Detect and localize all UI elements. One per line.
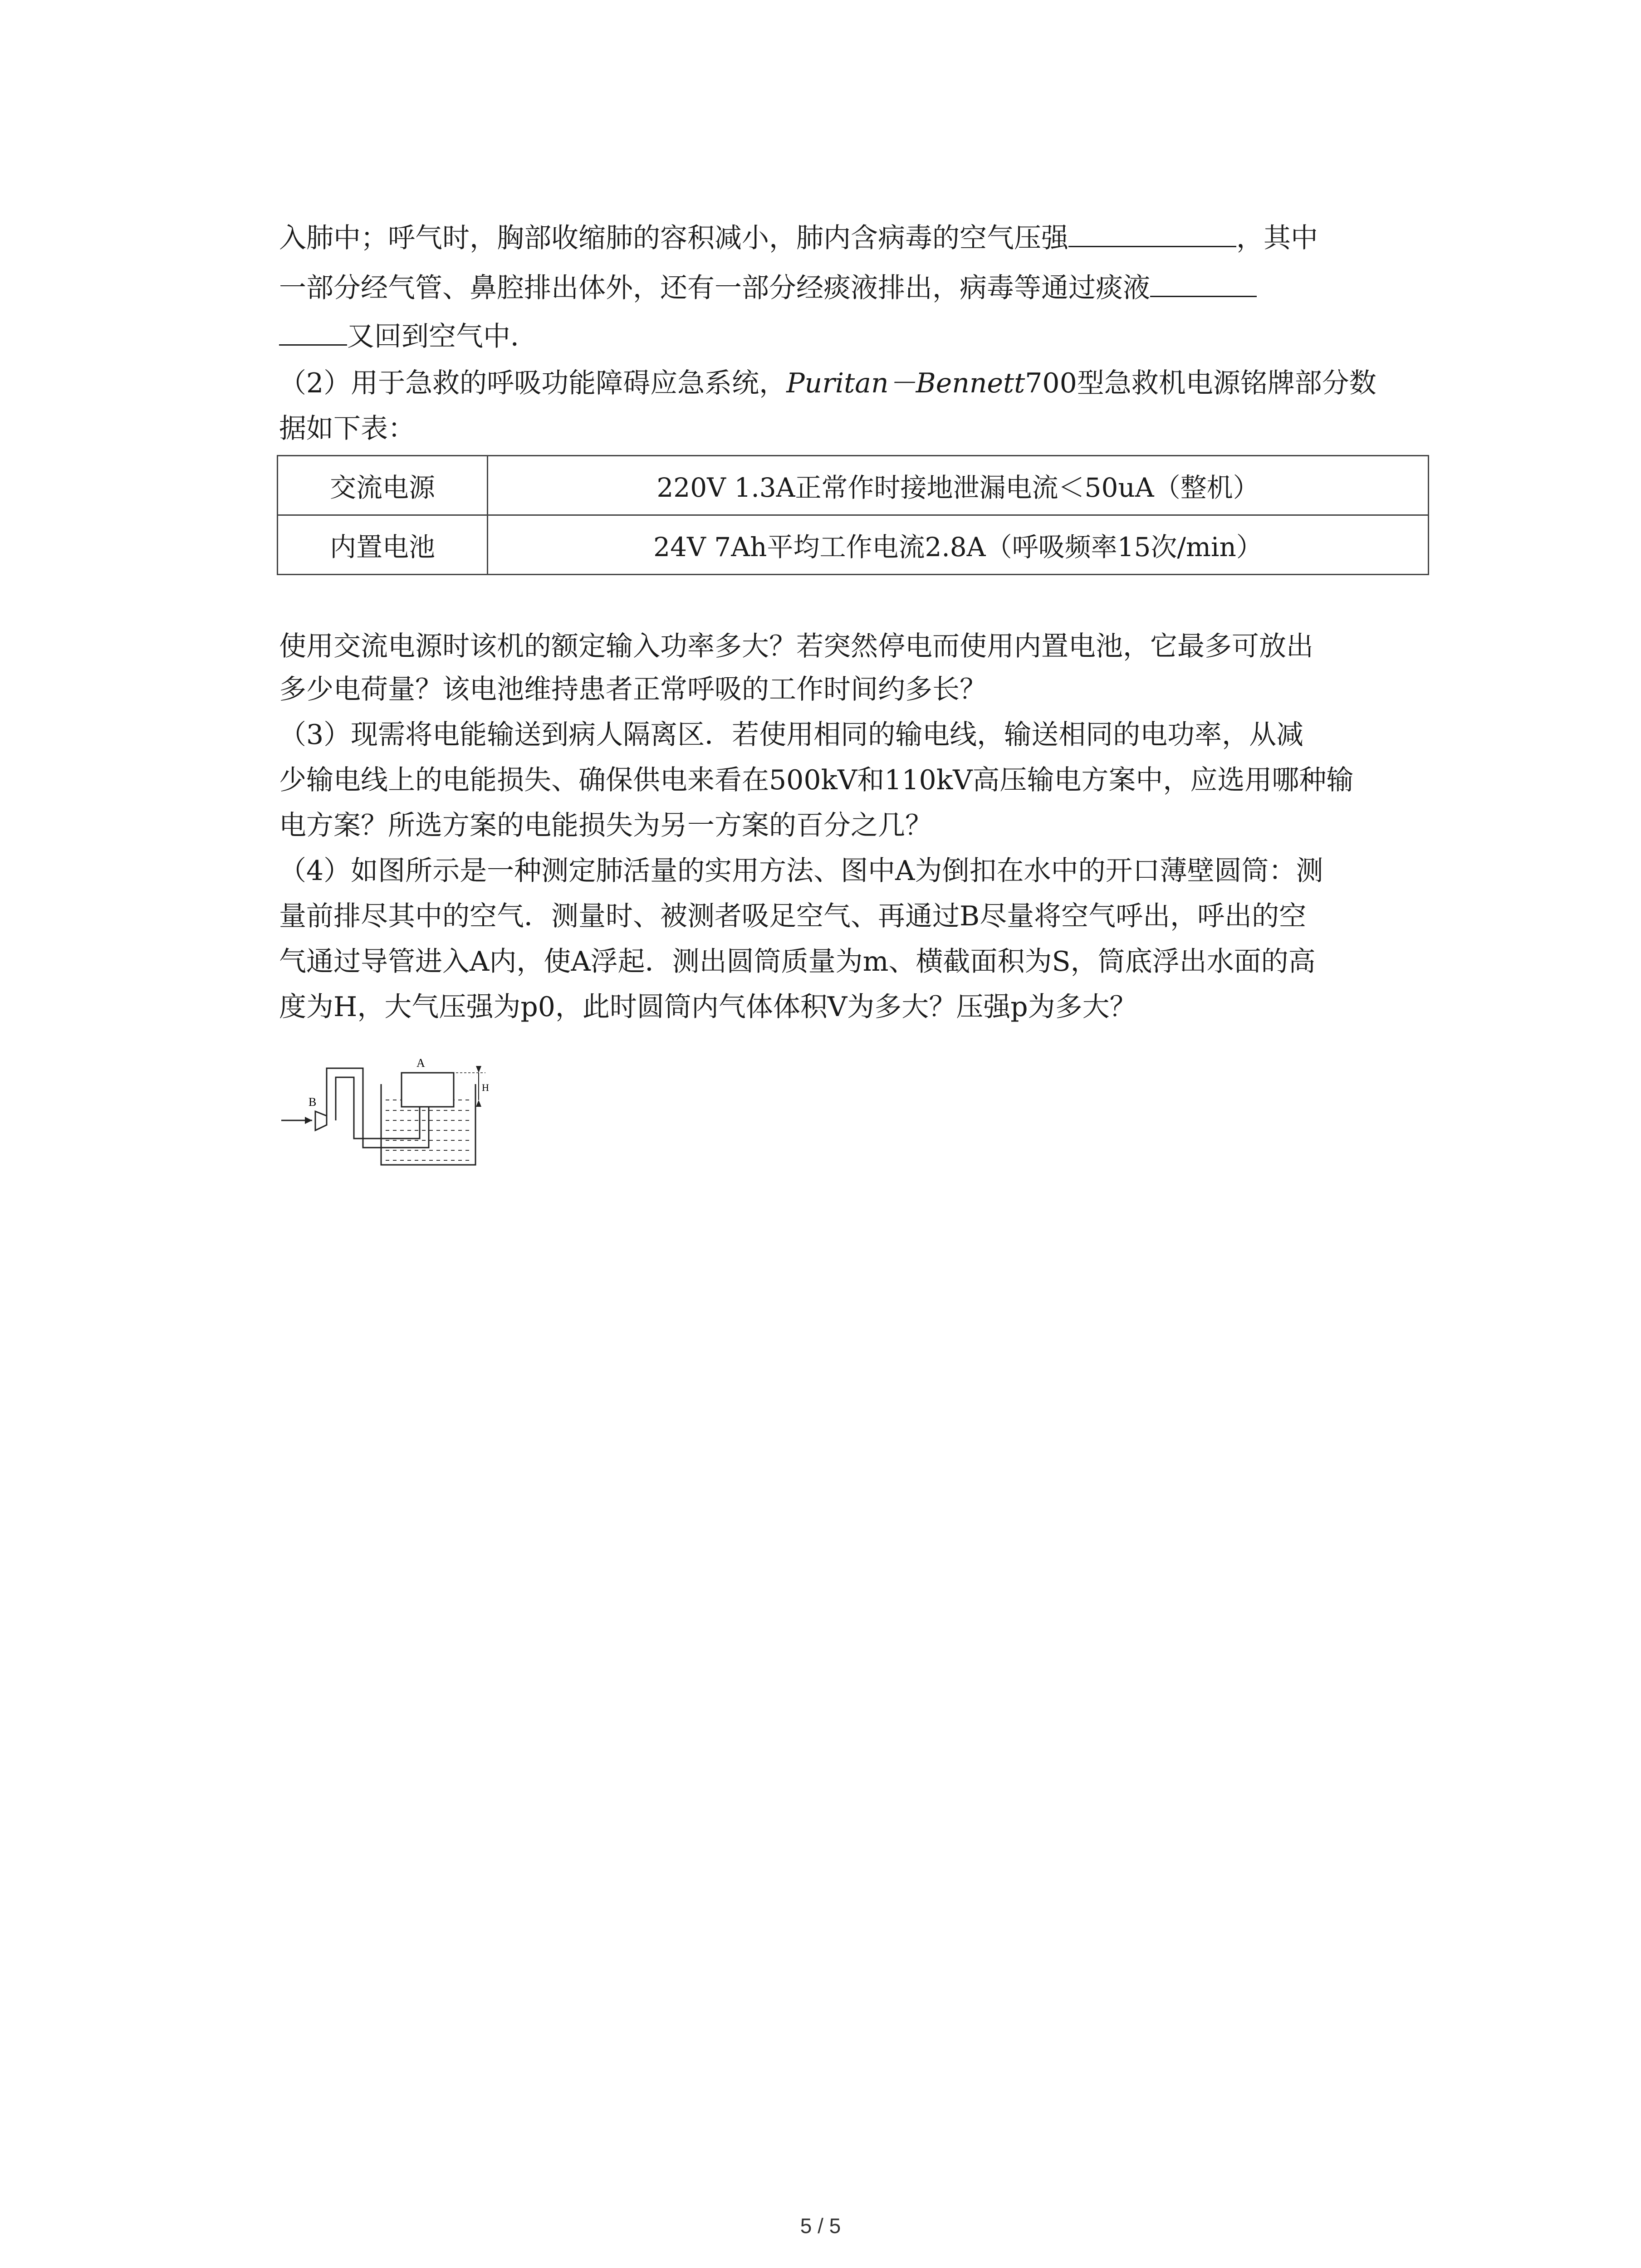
q4-line-1 xyxy=(279,853,1323,889)
table-row xyxy=(278,515,1429,575)
q4-text-2: 量前排尽其中的空气．测量时、被测者吸足空气、再通过B尽量将空气呼出，呼出的空 xyxy=(279,900,1307,932)
q3-line-3 xyxy=(279,807,932,844)
marker-arrow-icon xyxy=(476,1066,481,1073)
answer-blank-2[interactable] xyxy=(1150,268,1257,297)
q2-line-1 xyxy=(279,365,1376,401)
page-number: 5 / 5 xyxy=(800,2214,841,2238)
q2-model-name: Puritan－Bennett xyxy=(786,367,1025,399)
arrow-head-icon xyxy=(305,1117,312,1124)
mouthpiece-b xyxy=(315,1111,327,1130)
label-h: H xyxy=(482,1082,489,1093)
q1-line-3 xyxy=(279,316,538,355)
q4-text-3: 气通过导管进入A内，使A浮起．测出圆筒质量为m、横截面积为S，筒底浮出水面的高 xyxy=(279,946,1316,978)
q4-text-4: 度为H，大气压强为p0，此时圆筒内气体体积V为多大？压强p为多大？ xyxy=(279,991,1137,1023)
q1-line-2 xyxy=(279,268,1257,306)
q2-line-2 xyxy=(279,411,415,447)
answer-blank-2-cont[interactable] xyxy=(279,316,347,346)
q1-text-b: ，其中 xyxy=(1236,222,1318,254)
q3-line-1 xyxy=(279,717,1303,753)
q2-after-1 xyxy=(279,628,1313,665)
cylinder-a xyxy=(402,1073,454,1107)
q4-line-3 xyxy=(279,943,1316,980)
q4-line-4 xyxy=(279,989,1137,1025)
table-row xyxy=(278,456,1429,515)
marker-arrow-icon xyxy=(476,1100,481,1107)
q3-text-3: 电方案？所选方案的电能损失为另一方案的百分之几？ xyxy=(279,810,932,841)
table-cell-label: 内置电池 xyxy=(278,515,488,575)
q2-text-b: 700型急救机电源铭牌部分数 xyxy=(1025,367,1376,399)
q2-after-2 xyxy=(279,671,987,708)
q2-text-a: （2）用于急救的呼吸功能障碍应急系统， xyxy=(279,367,787,399)
lung-capacity-figure xyxy=(272,1052,490,1170)
q1-line-1 xyxy=(279,218,1318,256)
table-cell-value: 24V 7Ah平均工作电流2.8A（呼吸频率15次/min） xyxy=(488,515,1429,575)
table-cell-label: 交流电源 xyxy=(278,456,488,515)
q1-text-a: 入肺中；呼气时，胸部收缩肺的容积减小，肺内含病毒的空气压强 xyxy=(279,222,1068,254)
table-cell-value: 220V 1.3A正常作时接地泄漏电流＜50uA（整机） xyxy=(488,456,1429,515)
q4-text-1: （4）如图所示是一种测定肺活量的实用方法、图中A为倒扣在水中的开口薄壁圆筒：测 xyxy=(279,855,1323,887)
q3-text-1: （3）现需将电能输送到病人隔离区．若使用相同的输电线，输送相同的电功率，从减 xyxy=(279,719,1304,751)
q4-line-2 xyxy=(279,898,1306,934)
q3-text-2: 少输电线上的电能损失、确保供电来看在500kV和110kV高压输电方案中，应选用哪种输 xyxy=(279,764,1354,796)
answer-blank-1[interactable] xyxy=(1068,218,1236,247)
q2-after-text-1: 使用交流电源时该机的额定输入功率多大？若突然停电而使用内置电池，它最多可放出 xyxy=(279,631,1313,662)
q3-line-2 xyxy=(279,762,1353,798)
q2-after-text-2: 多少电荷量？该电池维持患者正常呼吸的工作时间约多长？ xyxy=(279,674,987,705)
q1-text-3: 又回到空气中． xyxy=(347,321,538,352)
label-a: A xyxy=(416,1056,425,1070)
label-b: B xyxy=(309,1095,317,1109)
power-spec-table xyxy=(277,455,1429,575)
q1-text-2: 一部分经气管、鼻腔排出体外，还有一部分经痰液排出，病毒等通过痰液 xyxy=(279,272,1150,304)
q2-text-2: 据如下表： xyxy=(279,413,415,445)
